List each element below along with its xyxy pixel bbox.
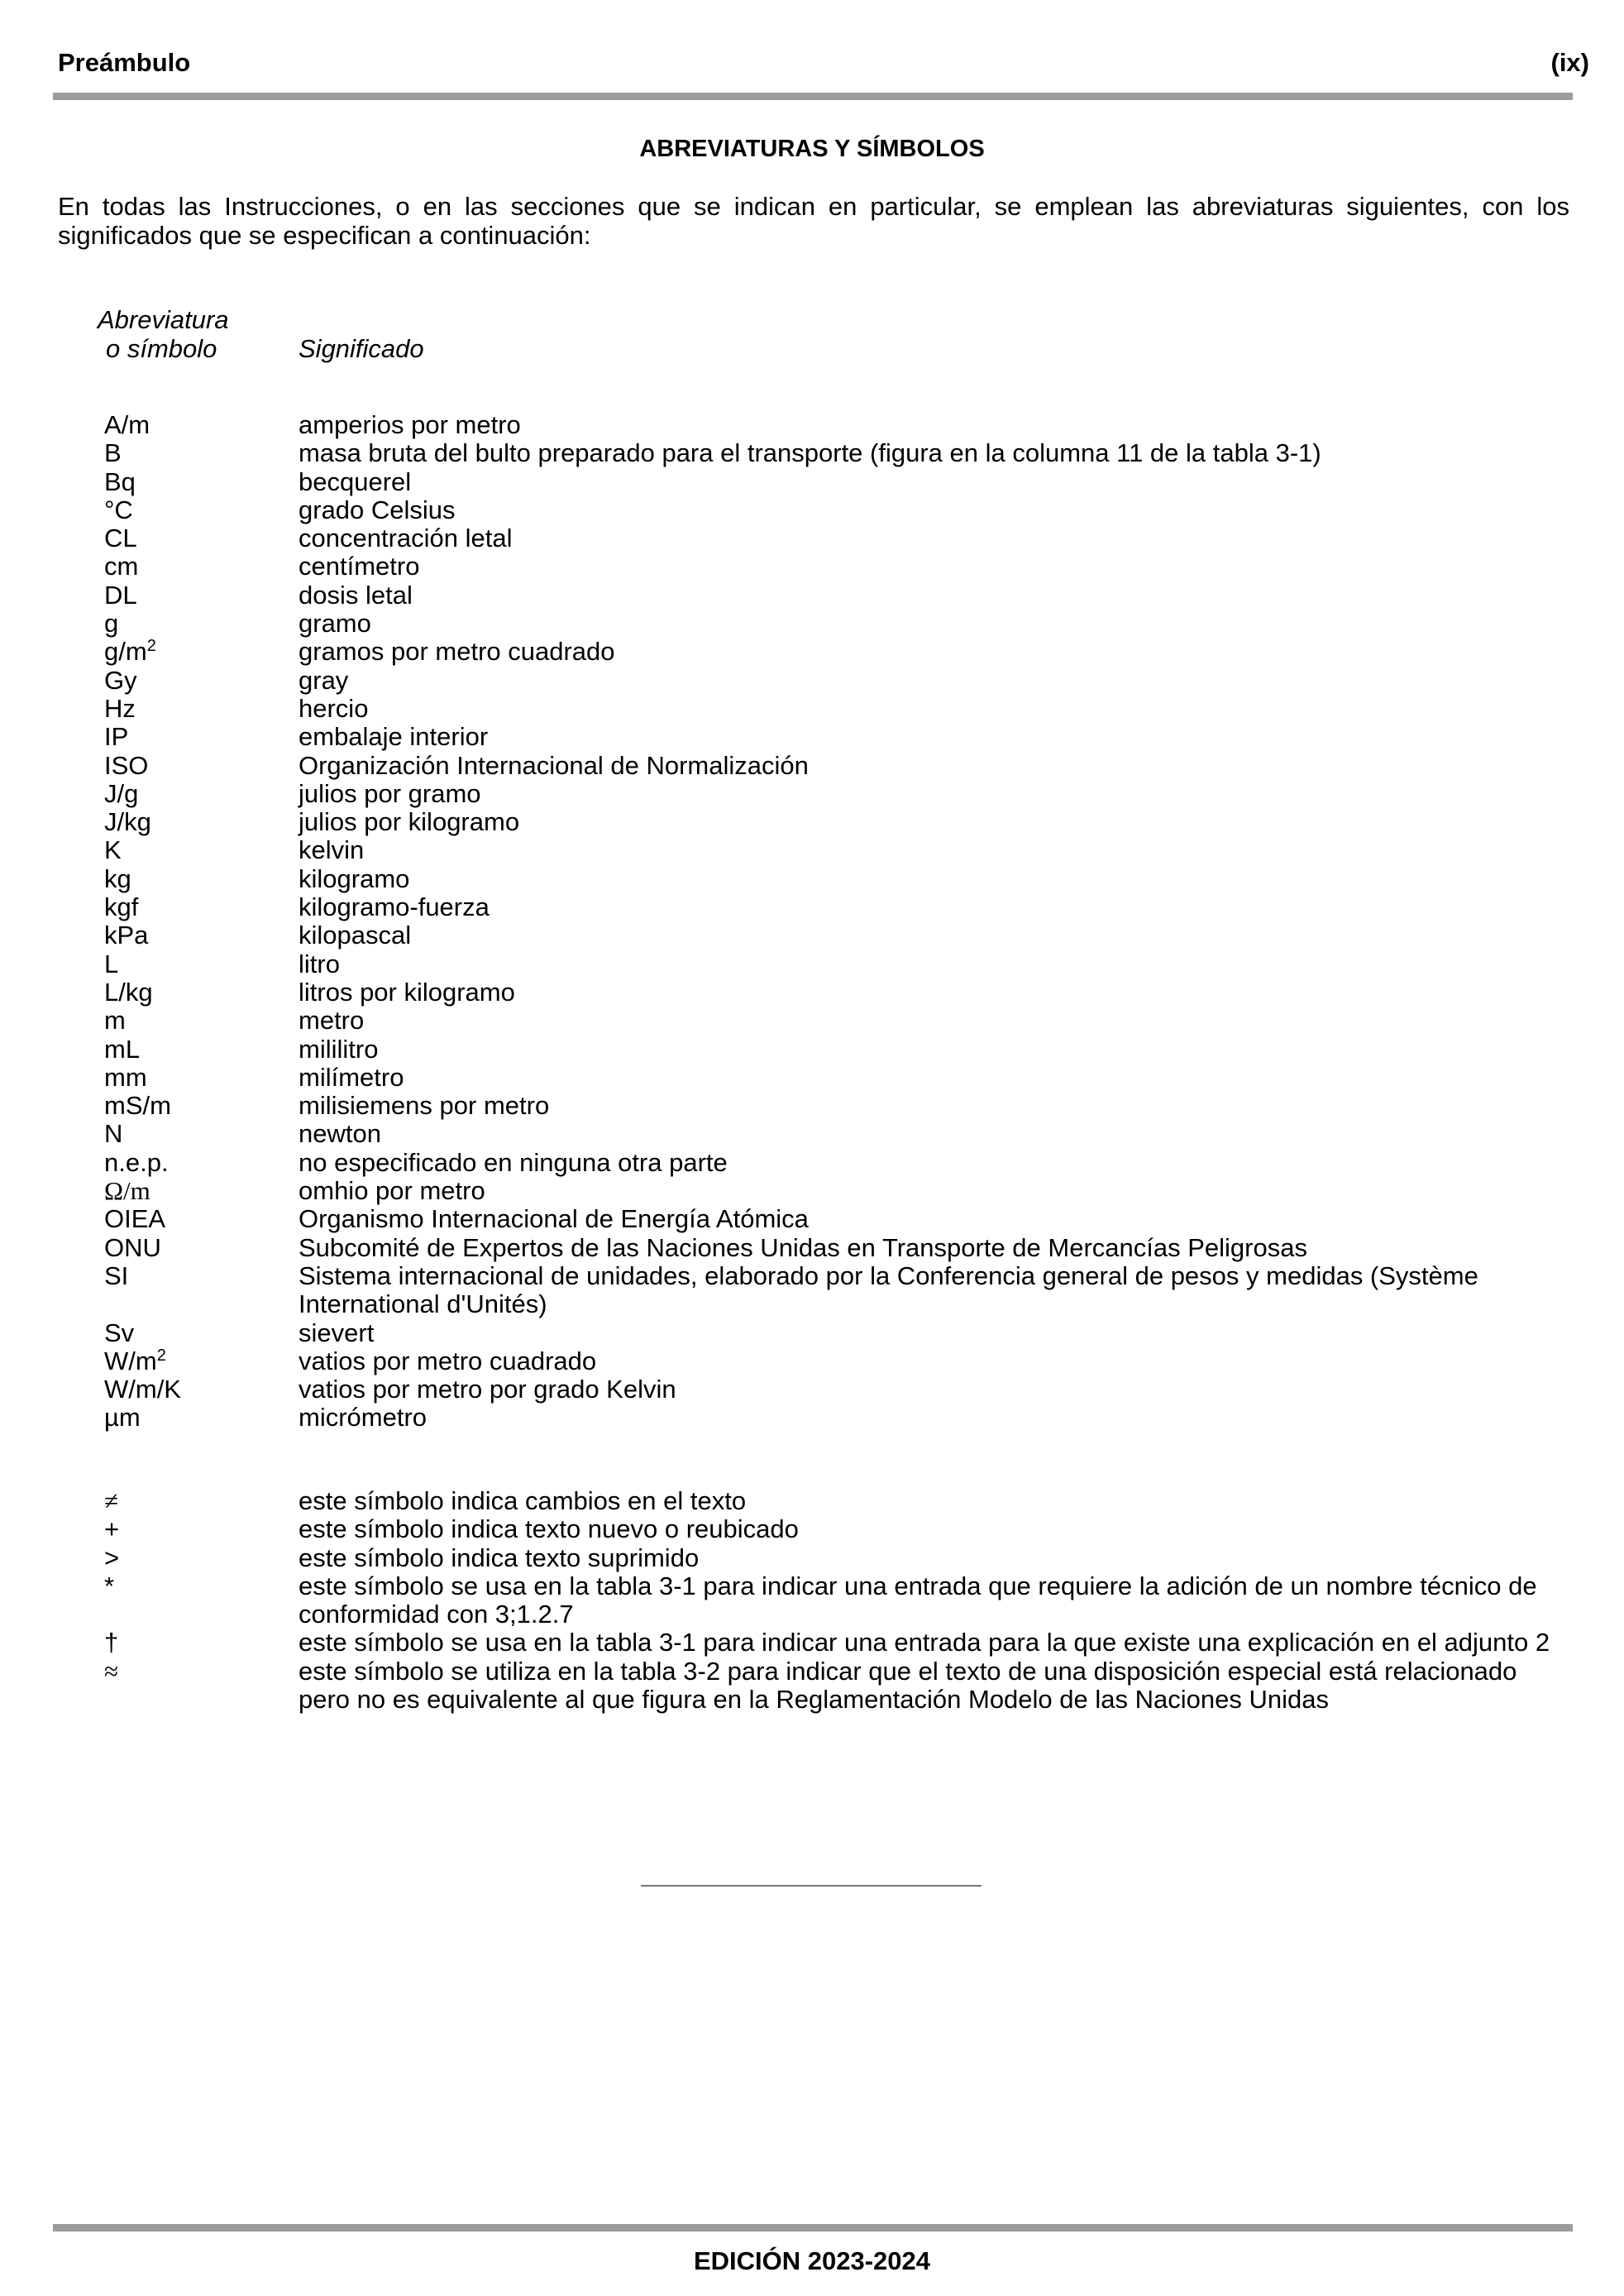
- abbreviation-text: SI: [104, 1260, 129, 1290]
- abbreviation-meaning: concentración letal: [299, 524, 513, 553]
- abbreviation-text: DL: [104, 580, 137, 610]
- abbreviation-text: kgf: [104, 892, 139, 922]
- abbreviation-text: L/kg: [104, 977, 153, 1007]
- abbreviation-row: [104, 1177, 1573, 1205]
- symbol-list: [104, 1487, 1573, 1714]
- abbreviation-term: [104, 978, 299, 1007]
- abbreviation-row: [104, 1205, 1573, 1233]
- abbreviation-meaning: milisiemens por metro: [299, 1091, 550, 1121]
- abbreviation-text: K: [104, 835, 122, 865]
- symbol-row: [104, 1515, 1573, 1543]
- abbreviation-meaning: centímetro: [299, 552, 420, 581]
- footer-rule: [53, 2224, 1573, 2231]
- abbreviation-text: mS/m: [104, 1091, 171, 1121]
- abbreviation-text: CL: [104, 524, 137, 553]
- abbreviation-text: kg: [104, 863, 131, 893]
- abbreviation-term: [104, 950, 299, 978]
- abbreviation-meaning: kilogramo-fuerza: [299, 892, 490, 922]
- abbreviation-text: cm: [104, 552, 139, 581]
- abbreviation-text: L: [104, 949, 119, 978]
- abbreviation-row: [104, 1375, 1573, 1404]
- abbreviation-meaning: Sistema internacional de unidades, elaborado por la Conferencia general de pesos y medidas (Système International d'Unités): [299, 1260, 1478, 1319]
- abbreviation-term: [104, 1007, 299, 1035]
- abbreviation-term: [104, 1205, 299, 1233]
- abbreviation-text: ONU: [104, 1232, 161, 1262]
- abbreviation-row: [104, 1404, 1573, 1432]
- abbreviation-term: [104, 1036, 299, 1064]
- abbreviation-row: [104, 1234, 1573, 1262]
- abbreviation-text: *: [104, 1571, 115, 1600]
- abbreviation-text: ≈: [104, 1656, 119, 1686]
- abbreviation-term: [104, 1544, 299, 1572]
- abbreviation-term: [104, 667, 299, 695]
- abbreviation-text: ISO: [104, 750, 149, 780]
- abbreviation-term: [104, 552, 299, 581]
- abbreviation-meaning: becquerel: [299, 466, 412, 496]
- superscript: 2: [146, 637, 156, 656]
- abbreviation-meaning: kelvin: [299, 835, 365, 865]
- abbreviation-meaning: este símbolo se usa en la tabla 3-1 para indicar una entrada que requiere la adición de un nombre técnico de conformidad con 3;1.2.7: [299, 1571, 1537, 1629]
- abbreviation-term: [104, 638, 299, 666]
- symbol-row: [104, 1657, 1573, 1715]
- abbreviation-meaning: kilopascal: [299, 921, 412, 950]
- abbreviation-meaning: grado Celsius: [299, 495, 456, 524]
- abbreviation-row: [104, 524, 1573, 552]
- edition-footer: EDICIÓN 2023-2024: [693, 2246, 931, 2275]
- abbreviation-row: [104, 695, 1573, 723]
- end-separator-line: [641, 1885, 982, 1887]
- abbreviation-meaning: no especificado en ninguna otra parte: [299, 1147, 728, 1177]
- abbreviation-text: >: [104, 1543, 120, 1572]
- abbreviation-text: OIEA: [104, 1204, 166, 1234]
- abbreviation-term: [104, 695, 299, 723]
- abbreviation-meaning: gray: [299, 665, 349, 695]
- abbreviation-meaning: este símbolo se utiliza en la tabla 3-2 para indicar que el texto de una disposición especial está relacionado pero no es equivalente al que figura en la Reglamentación Modelo de las Naciones Unidas: [299, 1656, 1517, 1715]
- abbreviation-meaning: julios por gramo: [299, 778, 481, 808]
- abbreviation-term: [104, 1120, 299, 1148]
- abbreviation-meaning: hercio: [299, 693, 369, 723]
- abbreviation-term: [104, 1177, 299, 1205]
- abbreviation-row: [104, 610, 1573, 638]
- abbreviation-meaning: litro: [299, 949, 340, 978]
- abbreviation-row: [104, 1120, 1573, 1148]
- abbreviation-term: [104, 921, 299, 949]
- abbreviation-text: W/m: [104, 1346, 157, 1375]
- abbreviation-meaning: dosis letal: [299, 580, 413, 610]
- abbreviation-term: [104, 1375, 299, 1404]
- abbreviation-meaning: vatios por metro por grado Kelvin: [299, 1375, 676, 1404]
- abbreviation-term: [104, 1064, 299, 1092]
- abbreviation-meaning: amperios por metro: [299, 410, 521, 439]
- abbreviation-row: [104, 752, 1573, 780]
- abbreviation-row: [104, 468, 1573, 496]
- abbreviation-meaning: gramo: [299, 609, 371, 639]
- abbreviation-term: [104, 808, 299, 836]
- abbreviation-meaning: este símbolo indica texto nuevo o reubicado: [299, 1514, 799, 1544]
- abbreviation-term: [104, 1092, 299, 1120]
- abbreviation-text: IP: [104, 722, 129, 752]
- abbreviation-row: [104, 581, 1573, 610]
- intro-paragraph: En todas las Instrucciones, o en las secciones que se indican en particular, se emplean las abreviaturas siguientes, con los significados que se especifican a continuación:: [58, 192, 1569, 250]
- abbreviation-meaning: metro: [299, 1006, 365, 1036]
- abbreviation-text: Gy: [104, 665, 137, 695]
- abbreviation-term: [104, 723, 299, 751]
- abbreviation-text: mm: [104, 1062, 147, 1092]
- symbol-row: [104, 1487, 1573, 1515]
- abbreviation-row: [104, 411, 1573, 439]
- abbreviation-meaning: newton: [299, 1119, 381, 1149]
- section-title: Preámbulo: [58, 48, 191, 77]
- abbreviation-term: [104, 1234, 299, 1262]
- abbreviation-term: [104, 1319, 299, 1347]
- abbreviation-term: [104, 1629, 299, 1657]
- page-title: ABREVIATURAS Y SÍMBOLOS: [639, 136, 985, 162]
- abbreviation-row: [104, 638, 1573, 666]
- abbreviation-text: B: [104, 438, 122, 468]
- abbreviation-text: Sv: [104, 1318, 135, 1347]
- abbreviation-text: g/m: [104, 637, 147, 667]
- abbreviation-row: [104, 950, 1573, 978]
- abbreviation-meaning: mililitro: [299, 1034, 379, 1064]
- column-header-abbreviation-line2: o símbolo: [106, 334, 217, 363]
- abbreviation-term: [104, 524, 299, 552]
- header-rule: [53, 93, 1573, 100]
- abbreviation-text: mL: [104, 1034, 141, 1064]
- abbreviation-meaning: embalaje interior: [299, 722, 489, 752]
- abbreviation-term: [104, 780, 299, 808]
- abbreviation-term: [104, 1347, 299, 1375]
- abbreviation-text: N: [104, 1119, 123, 1149]
- symbol-row: [104, 1544, 1573, 1572]
- abbreviation-row: [104, 496, 1573, 524]
- abbreviation-meaning: este símbolo indica cambios en el texto: [299, 1486, 747, 1515]
- abbreviation-term: [104, 1515, 299, 1543]
- abbreviation-term: [104, 581, 299, 610]
- abbreviation-row: [104, 667, 1573, 695]
- symbol-row: [104, 1629, 1573, 1657]
- abbreviation-row: [104, 1149, 1573, 1177]
- page-number: (ix): [1550, 48, 1589, 77]
- abbreviation-meaning: Organización Internacional de Normalización: [299, 750, 809, 780]
- column-header-abbreviation: [98, 305, 229, 363]
- abbreviation-meaning: vatios por metro cuadrado: [299, 1346, 597, 1375]
- abbreviation-meaning: omhio por metro: [299, 1176, 485, 1206]
- abbreviation-term: [104, 1404, 299, 1432]
- abbreviation-meaning: micrómetro: [299, 1403, 427, 1433]
- abbreviation-row: [104, 978, 1573, 1007]
- abbreviation-row: [104, 921, 1573, 949]
- abbreviation-row: [104, 1262, 1573, 1319]
- abbreviation-text: A/m: [104, 410, 150, 439]
- abbreviation-meaning: litros por kilogramo: [299, 977, 515, 1007]
- column-header-abbreviation-line1: Abreviatura: [98, 305, 229, 334]
- abbreviation-term: [104, 496, 299, 524]
- abbreviation-meaning: julios por kilogramo: [299, 807, 520, 837]
- abbreviation-term: [104, 468, 299, 496]
- abbreviation-term: [104, 865, 299, 893]
- abbreviation-text: J/g: [104, 778, 139, 808]
- abbreviation-row: [104, 1092, 1573, 1120]
- abbreviation-term: [104, 610, 299, 638]
- abbreviation-list: [104, 411, 1573, 1433]
- abbreviation-row: [104, 865, 1573, 893]
- abbreviation-row: [104, 836, 1573, 864]
- abbreviation-text: kPa: [104, 921, 149, 950]
- abbreviation-meaning: sievert: [299, 1318, 375, 1347]
- abbreviation-term: [104, 893, 299, 921]
- abbreviation-text: †: [104, 1628, 119, 1657]
- abbreviation-meaning: kilogramo: [299, 863, 410, 893]
- abbreviation-meaning: milímetro: [299, 1062, 404, 1092]
- abbreviation-meaning: Organismo Internacional de Energía Atómica: [299, 1204, 809, 1234]
- abbreviation-row: [104, 808, 1573, 836]
- abbreviation-term: [104, 1262, 299, 1319]
- abbreviation-text: m: [104, 1006, 126, 1036]
- abbreviation-text: µm: [104, 1403, 141, 1433]
- abbreviation-meaning: Subcomité de Expertos de las Naciones Unidas en Transporte de Mercancías Peligrosas: [299, 1232, 1307, 1262]
- abbreviation-row: [104, 723, 1573, 751]
- superscript: 2: [156, 1346, 166, 1365]
- abbreviation-row: [104, 893, 1573, 921]
- abbreviation-meaning: este símbolo indica texto suprimido: [299, 1543, 700, 1572]
- abbreviation-term: [104, 439, 299, 467]
- abbreviation-term: [104, 1572, 299, 1629]
- abbreviation-text: J/kg: [104, 807, 151, 837]
- abbreviation-term: [104, 411, 299, 439]
- abbreviation-row: [104, 552, 1573, 581]
- page-header: [58, 48, 1589, 83]
- abbreviation-text: g: [104, 609, 119, 639]
- abbreviation-row: [104, 1007, 1573, 1035]
- abbreviation-term: [104, 752, 299, 780]
- abbreviation-row: [104, 1036, 1573, 1064]
- abbreviation-term: [104, 1487, 299, 1515]
- abbreviation-row: [104, 439, 1573, 467]
- abbreviation-term: [104, 836, 299, 864]
- abbreviation-row: [104, 1347, 1573, 1375]
- abbreviation-row: [104, 1319, 1573, 1347]
- abbreviation-term: [104, 1149, 299, 1177]
- abbreviation-text: n.e.p.: [104, 1147, 169, 1177]
- abbreviation-text: Bq: [104, 466, 136, 496]
- abbreviation-row: [104, 1064, 1573, 1092]
- abbreviation-text: ≠: [104, 1486, 119, 1515]
- abbreviation-term: [104, 1657, 299, 1715]
- abbreviation-row: [104, 780, 1573, 808]
- abbreviation-text: Hz: [104, 693, 136, 723]
- abbreviation-text: Ω/m: [104, 1176, 150, 1206]
- abbreviation-meaning: gramos por metro cuadrado: [299, 637, 615, 667]
- abbreviation-meaning: este símbolo se usa en la tabla 3-1 para indicar una entrada para la que existe una explicación en el adjunto 2: [299, 1628, 1550, 1657]
- abbreviation-meaning: masa bruta del bulto preparado para el transporte (figura en la columna 11 de la tabla 3-1): [299, 438, 1321, 468]
- abbreviation-text: +: [104, 1514, 120, 1544]
- abbreviation-text: °C: [104, 495, 133, 524]
- symbol-row: [104, 1572, 1573, 1629]
- column-header-meaning: Significado: [299, 334, 424, 363]
- abbreviation-text: W/m/K: [104, 1375, 181, 1404]
